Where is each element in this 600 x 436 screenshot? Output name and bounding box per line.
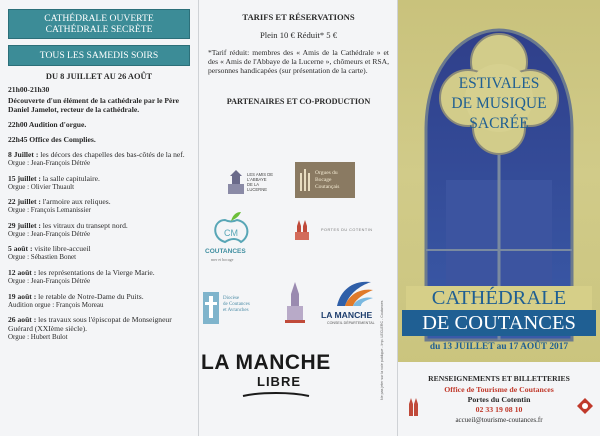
swoosh-icon <box>241 390 311 400</box>
apple-leaf-icon <box>207 212 253 246</box>
box-line-1: CATHÉDRALE OUVERTE <box>44 13 154 24</box>
office-area: Portes du Cotentin <box>467 395 531 404</box>
event-title <box>432 74 566 134</box>
portes-cotentin-logo <box>293 218 385 248</box>
time-range: 21h00-21h30 <box>8 85 50 94</box>
item-organist: Orgue : Hubert Bulot <box>8 333 68 342</box>
box-line-2: CATHÉDRALE SECRÈTE <box>45 24 153 35</box>
info-box <box>398 362 600 436</box>
item-date: 26 août : <box>8 315 37 325</box>
diocese-text: Diocèse de Coutances et Avranches <box>223 296 250 313</box>
office-name: Office de Tourisme de Coutances <box>444 385 554 394</box>
item-text: les représentations de la Vierge Marie. <box>36 267 155 277</box>
left-panel <box>0 0 198 436</box>
diocese-icon <box>203 292 219 324</box>
item-organist: Orgue : Olivier Thuault <box>8 182 75 191</box>
portes-text: PORTES DU COTENTIN <box>321 228 373 232</box>
complies-text: 22h45 Office des Complies. <box>8 135 96 144</box>
title-line-1: ESTIVALES <box>458 75 540 92</box>
item-date: 29 juillet : <box>8 220 41 230</box>
organ-icon <box>299 167 313 193</box>
item-organist: Orgue : Jean-François Détrée <box>8 229 91 238</box>
coutances-sub: mer et bocage <box>211 257 234 262</box>
amis-text: LES AMIS DE L'ABBAYE DE LA LUCERNE <box>247 172 274 192</box>
list-item <box>8 150 190 168</box>
reduced-note: *Tarif réduit: membres des « Amis de la Cathédrale » et des « Amis de l'Abbaye de la Lucerne », chômeurs et RSA, personnes handicapées (sur présentation de la carte). <box>208 48 389 75</box>
item-text: les vitraux du transept nord. <box>40 220 128 230</box>
item-text: l'armoire aux reliques. <box>40 197 111 207</box>
right-panel <box>398 0 600 436</box>
amis-lucerne-logo <box>227 166 291 218</box>
cathedrale-label: CATHÉDRALE <box>406 286 592 310</box>
prices: Plein 10 € Réduit* 5 € <box>259 30 338 40</box>
diocese-logo <box>203 290 259 326</box>
intro-text: Découverte d'un élément de la cathédrale par le Père Daniel Jamelot, recteur de la cathédrale. <box>8 96 179 114</box>
item-date: 8 Juillet : <box>8 150 39 159</box>
item-text: visite libre-accueil <box>32 244 91 254</box>
coutances-word: COUTANCES <box>205 248 246 255</box>
la-manche-sub: CONSEIL DÉPARTEMENTAL <box>327 321 375 325</box>
item-organist: Orgue : Jean-François Détrée <box>8 159 91 167</box>
list-item <box>8 268 190 286</box>
email-address[interactable]: accueil@tourisme-coutances.fr <box>455 416 543 424</box>
portes-small-logo <box>283 280 311 326</box>
list-item <box>8 197 190 215</box>
item-organist: Orgue : Sébastien Bonet <box>8 253 77 262</box>
title-line-2: DE MUSIQUE <box>451 95 547 112</box>
item-date: 15 juillet : <box>8 173 41 183</box>
title-line-3: SACRÉE <box>469 115 529 132</box>
cathedral-icon <box>293 218 311 240</box>
la-manche-cd-logo <box>321 278 387 332</box>
coutances-logo <box>205 212 257 270</box>
abbey-icon <box>227 170 245 196</box>
middle-panel <box>198 0 398 436</box>
item-date: 12 août : <box>8 267 37 277</box>
saturday-box: TOUS LES SAMEDIS SOIRS <box>8 45 190 66</box>
portes-cotentin-small-icon <box>404 396 422 418</box>
item-date: 22 juillet : <box>8 197 41 207</box>
manche-libre-word: LA MANCHE <box>201 351 331 374</box>
item-text: le retable de Notre-Dame du Puits. <box>36 291 144 301</box>
header-box <box>8 9 190 39</box>
item-organist: Orgue : Jean-François Détrée <box>8 276 91 285</box>
item-organist: Audition orgue : François Moreau <box>8 300 104 309</box>
dates-range: DU 8 JUILLET AU 26 AOÛT <box>45 72 153 81</box>
orgues-text: Orgues du Bocage Coutançais <box>315 170 340 190</box>
la-manche-word: LA MANCHE <box>321 310 373 320</box>
list-item <box>8 292 190 310</box>
list-item <box>8 221 190 239</box>
festival-dates: du 13 JUILLET au 17 AOÛT 2017 <box>429 342 569 352</box>
program-list <box>8 150 190 342</box>
list-item <box>8 244 190 262</box>
list-item <box>8 174 190 192</box>
item-text: la salle capitulaire. <box>40 173 100 183</box>
manche-libre-logo <box>201 352 375 402</box>
item-organist: Orgue : François Lemanissier <box>8 206 91 215</box>
phone-number: 02 33 19 08 10 <box>475 405 523 414</box>
audition-text: 22h00 Audition d'orgue. <box>8 120 87 129</box>
print-note: Ne pas jeter sur la voie publique - Imp. LECLERC - Coutances <box>380 300 384 400</box>
list-item <box>8 315 190 342</box>
item-date: 19 août : <box>8 291 37 301</box>
item-text: les décors des chapelles des bas-côtés de la nef. <box>38 150 185 159</box>
info-title: RENSEIGNEMENTS ET BILLETTERIES <box>428 374 570 383</box>
tarifs-title: TARIFS ET RÉSERVATIONS <box>242 12 355 22</box>
partners-title: PARTENAIRES ET CO-PRODUCTION <box>226 97 371 106</box>
item-text: les travaux sous l'épiscopat de Monseigneur Guérard (XXIème siècle). <box>8 315 172 334</box>
manche-libre-sub: LIBRE <box>257 374 301 389</box>
svg-text:CM: CM <box>224 228 238 238</box>
orgues-bocage-logo <box>295 162 355 198</box>
sails-icon <box>331 278 375 308</box>
tourism-office-icon <box>576 398 594 418</box>
coutances-label: DE COUTANCES <box>402 310 596 336</box>
item-date: 5 août : <box>8 244 33 254</box>
church-spire-icon <box>283 280 307 324</box>
